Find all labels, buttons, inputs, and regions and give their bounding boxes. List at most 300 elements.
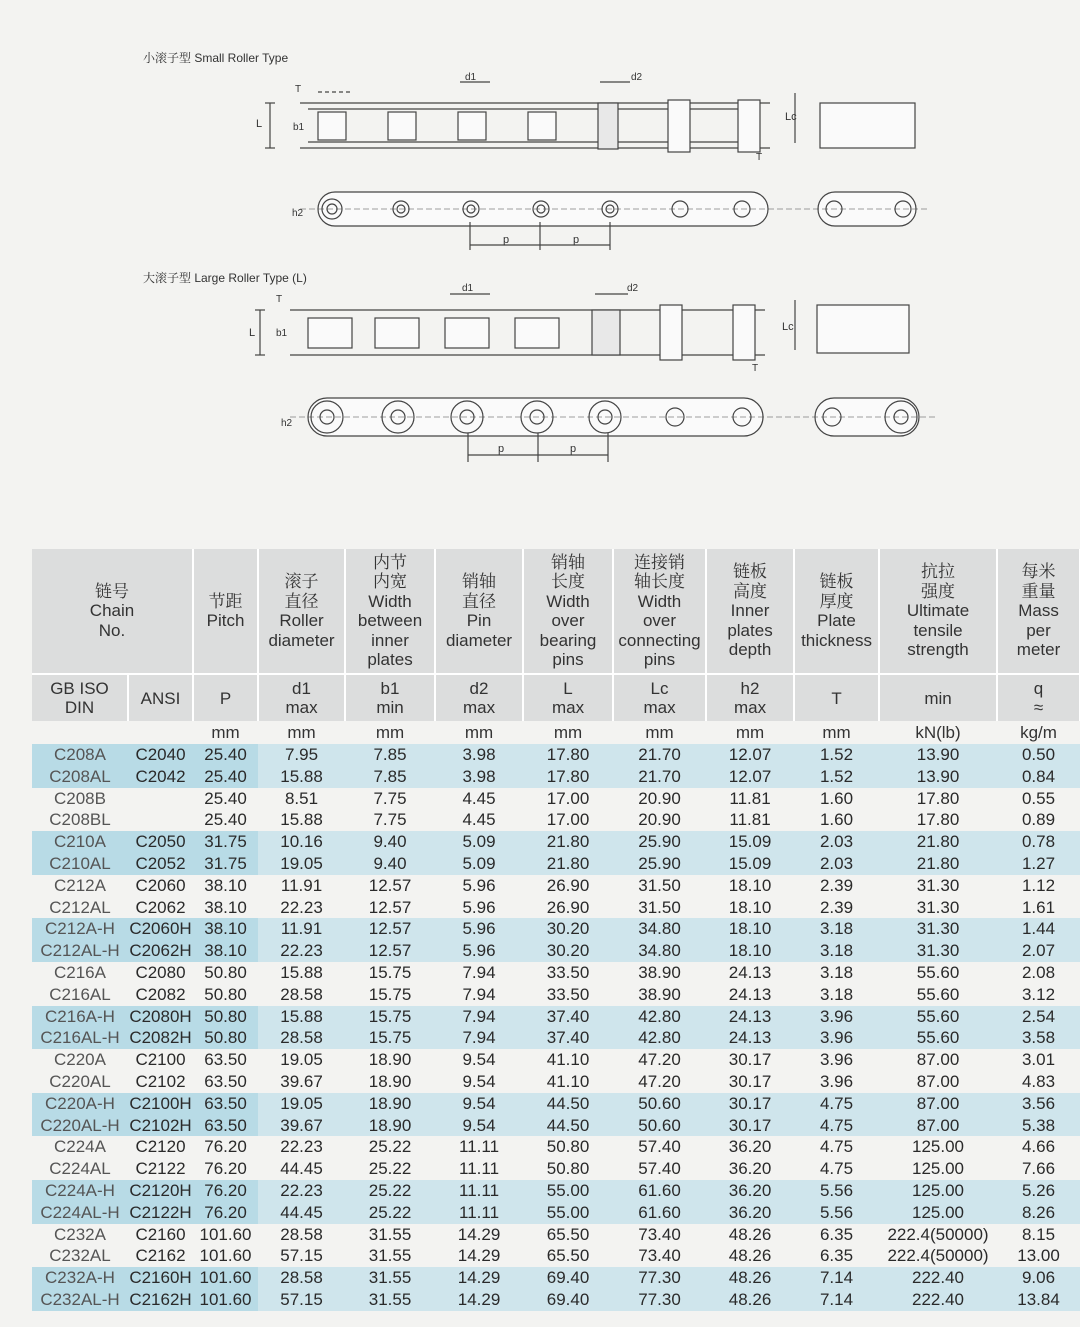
value-cell: 15.75 <box>345 1027 435 1049</box>
value-cell: 9.54 <box>435 1071 523 1093</box>
header-row-symbols <box>32 674 1080 721</box>
value-cell: 57.15 <box>258 1289 345 1311</box>
symbol-sub: ≈ <box>1033 698 1044 717</box>
value-cell: 14.29 <box>435 1224 523 1246</box>
symbol-main: L <box>563 679 573 698</box>
value-cell: 50.60 <box>613 1115 706 1137</box>
table-row <box>32 831 1080 853</box>
symbol-main: Lc <box>650 679 669 698</box>
header-en: Pitch <box>206 611 245 630</box>
symbol-cell <box>997 674 1080 721</box>
value-cell: 222.4(50000) <box>879 1245 997 1267</box>
symbol-cell <box>345 674 435 721</box>
value-cell: 15.75 <box>345 984 435 1006</box>
value-cell: 7.14 <box>794 1267 879 1289</box>
ansi-cell: C2042 <box>128 766 193 788</box>
value-cell: 4.75 <box>794 1158 879 1180</box>
value-cell: 37.40 <box>523 1006 613 1028</box>
value-cell: 25.22 <box>345 1158 435 1180</box>
value-cell: 87.00 <box>879 1115 997 1137</box>
header-row-units <box>32 721 1080 744</box>
value-cell: 61.60 <box>613 1180 706 1202</box>
value-cell: 1.52 <box>794 744 879 766</box>
value-cell: 1.60 <box>794 788 879 810</box>
large-d1-label: d1 <box>462 283 474 294</box>
value-cell: 31.75 <box>193 853 258 875</box>
ansi-cell: C2160H <box>129 1268 192 1288</box>
value-cell: 38.90 <box>613 962 706 984</box>
symbol-sub: max <box>643 698 676 717</box>
value-cell: 50.60 <box>613 1093 706 1115</box>
value-cell: 3.58 <box>997 1027 1080 1049</box>
ansi-cell: C2062H <box>129 941 192 961</box>
value-cell: 101.60 <box>193 1289 258 1311</box>
small-d1-label: d1 <box>465 72 477 83</box>
value-cell: 87.00 <box>879 1049 997 1071</box>
value-cell: 4.75 <box>794 1136 879 1158</box>
value-cell: 36.20 <box>706 1158 794 1180</box>
value-cell: 4.75 <box>794 1093 879 1115</box>
chain-no-cell: C216A-H <box>32 1006 128 1028</box>
value-cell: 18.90 <box>345 1115 435 1137</box>
ansi-cell: C2062 <box>128 897 193 919</box>
header-cell <box>613 549 706 674</box>
value-cell: 25.22 <box>345 1180 435 1202</box>
value-cell: 24.13 <box>706 984 794 1006</box>
value-cell: 18.10 <box>706 875 794 897</box>
large-T-label: T <box>276 294 283 305</box>
header-row-main <box>32 549 1080 674</box>
value-cell: 31.55 <box>345 1245 435 1267</box>
value-cell: 65.50 <box>523 1245 613 1267</box>
table-row <box>32 766 1080 788</box>
value-cell: 8.51 <box>258 788 345 810</box>
value-cell: 20.90 <box>613 809 706 831</box>
ansi-cell: C2060 <box>128 875 193 897</box>
header-en: diameter <box>268 630 335 650</box>
value-cell: 14.29 <box>435 1267 523 1289</box>
small-p2-label: p <box>573 234 580 246</box>
value-cell: 5.96 <box>435 875 523 897</box>
value-cell: 55.00 <box>523 1202 613 1224</box>
chain-no-cell: C220A-H <box>32 1093 128 1115</box>
value-cell: 21.80 <box>523 853 613 875</box>
symbol-main: GB ISO <box>50 679 109 698</box>
header-en: between <box>357 611 423 630</box>
value-cell: 5.96 <box>435 940 523 962</box>
header-en: Width <box>637 591 682 611</box>
header-cn: 滚子 <box>284 572 319 591</box>
value-cell: 7.75 <box>345 788 435 810</box>
header-cn: 强度 <box>921 581 956 601</box>
symbol-sub: max <box>551 698 585 717</box>
large-h2-label: h2 <box>281 418 293 429</box>
chain-no-cell: C212A-H <box>32 918 128 940</box>
table-row <box>32 788 1080 810</box>
header-cn: 链号 <box>95 581 129 601</box>
value-cell: 42.80 <box>613 1006 706 1028</box>
header-en: connecting <box>618 630 701 650</box>
unit-cell: kN(lb) <box>879 721 997 744</box>
symbol-main: P <box>219 688 232 708</box>
chain-drawings <box>0 0 1080 548</box>
large-side-view <box>290 398 935 462</box>
value-cell: 25.90 <box>613 853 706 875</box>
value-cell: 3.18 <box>794 962 879 984</box>
header-cn: 链板 <box>733 562 768 582</box>
table-row <box>32 1027 1080 1049</box>
header-en: diameter <box>445 630 513 650</box>
value-cell: 15.88 <box>258 1006 345 1028</box>
value-cell: 2.08 <box>997 962 1080 984</box>
value-cell: 0.55 <box>997 788 1080 810</box>
value-cell: 101.60 <box>193 1224 258 1246</box>
header-cn: 直径 <box>462 591 497 611</box>
value-cell: 63.50 <box>193 1093 258 1115</box>
value-cell: 55.00 <box>523 1180 613 1202</box>
value-cell: 9.40 <box>345 853 435 875</box>
symbol-cell <box>193 674 258 721</box>
table-row <box>32 744 1080 766</box>
chain-no-cell: C208AL <box>32 766 128 788</box>
symbol-cell <box>32 674 128 721</box>
value-cell: 31.55 <box>345 1289 435 1311</box>
value-cell: 87.00 <box>879 1093 997 1115</box>
value-cell: 31.30 <box>879 875 997 897</box>
table-row <box>32 1049 1080 1071</box>
header-cn: 高度 <box>733 581 768 601</box>
large-top-view <box>255 294 909 360</box>
value-cell: 47.20 <box>613 1049 706 1071</box>
symbol-cell <box>435 674 523 721</box>
unit-cell <box>128 721 193 744</box>
value-cell: 50.80 <box>523 1158 613 1180</box>
value-cell: 36.20 <box>706 1180 794 1202</box>
symbol-main: d2 <box>469 679 489 698</box>
value-cell: 55.60 <box>879 1027 997 1049</box>
value-cell: 87.00 <box>879 1071 997 1093</box>
value-cell: 44.50 <box>523 1093 613 1115</box>
diagram-area <box>0 0 1080 548</box>
value-cell: 3.96 <box>794 1071 879 1093</box>
value-cell: 7.94 <box>435 962 523 984</box>
value-cell: 2.03 <box>794 853 879 875</box>
value-cell: 37.40 <box>523 1027 613 1049</box>
value-cell: 11.91 <box>258 918 345 940</box>
header-en: No. <box>98 620 126 640</box>
small-h2-label: h2 <box>292 208 304 219</box>
value-cell: 1.52 <box>794 766 879 788</box>
header-en: meter <box>1016 640 1061 660</box>
value-cell: 1.27 <box>997 853 1080 875</box>
small-d2-label: d2 <box>631 72 643 83</box>
value-cell: 14.29 <box>435 1289 523 1311</box>
value-cell: 44.45 <box>258 1202 345 1224</box>
value-cell: 31.75 <box>193 831 258 853</box>
table-row <box>32 897 1080 919</box>
value-cell: 5.09 <box>435 853 523 875</box>
value-cell: 22.23 <box>258 1136 345 1158</box>
value-cell: 3.96 <box>794 1006 879 1028</box>
value-cell: 222.40 <box>879 1289 997 1311</box>
symbol-sub: min <box>376 698 404 717</box>
large-L-label: L <box>249 327 256 339</box>
chain-no-cell: C224AL-H <box>32 1202 128 1224</box>
ansi-cell: C2050 <box>128 831 193 853</box>
value-cell: 18.10 <box>706 897 794 919</box>
ansi-cell: C2080 <box>128 962 193 984</box>
value-cell: 11.11 <box>435 1202 523 1224</box>
value-cell: 15.88 <box>258 809 345 831</box>
unit-cell: mm <box>345 721 435 744</box>
value-cell: 5.38 <box>997 1115 1080 1137</box>
value-cell: 38.90 <box>613 984 706 1006</box>
header-cn: 重量 <box>1021 581 1056 601</box>
ansi-cell: C2162H <box>129 1289 192 1309</box>
symbol-main: q <box>1033 679 1044 698</box>
header-en: inner <box>371 630 409 650</box>
value-cell: 48.26 <box>706 1267 794 1289</box>
header-cell <box>794 549 879 674</box>
header-cn: 销轴 <box>551 552 586 572</box>
value-cell: 55.60 <box>879 1006 997 1028</box>
ansi-cell: C2162 <box>128 1245 193 1267</box>
header-cn: 节距 <box>208 591 243 611</box>
header-en: plates <box>727 620 773 640</box>
small-b1-label: b1 <box>293 122 305 133</box>
small-top-view <box>265 82 915 152</box>
value-cell: 11.11 <box>435 1136 523 1158</box>
value-cell: 22.23 <box>258 1180 345 1202</box>
value-cell: 31.30 <box>879 940 997 962</box>
value-cell: 77.30 <box>613 1267 706 1289</box>
value-cell: 15.75 <box>345 962 435 984</box>
symbol-main: d1 <box>292 679 311 698</box>
value-cell: 30.17 <box>706 1093 794 1115</box>
value-cell: 50.80 <box>193 1027 258 1049</box>
value-cell: 38.10 <box>193 940 258 962</box>
value-cell: 12.57 <box>345 940 435 962</box>
value-cell: 3.96 <box>794 1027 879 1049</box>
chain-no-cell: C212A <box>32 875 128 897</box>
symbol-cell <box>128 674 193 721</box>
value-cell: 36.20 <box>706 1136 794 1158</box>
value-cell: 25.40 <box>193 744 258 766</box>
value-cell: 2.07 <box>997 940 1080 962</box>
value-cell: 0.50 <box>997 744 1080 766</box>
chain-no-cell: C232A-H <box>32 1267 128 1289</box>
value-cell: 12.57 <box>345 897 435 919</box>
value-cell: 25.22 <box>345 1202 435 1224</box>
value-cell: 13.84 <box>997 1289 1080 1311</box>
ansi-cell: C2060H <box>129 919 192 939</box>
header-cell <box>879 549 997 674</box>
value-cell: 4.83 <box>997 1071 1080 1093</box>
chain-no-cell: C224A-H <box>32 1180 128 1202</box>
value-cell: 30.17 <box>706 1071 794 1093</box>
symbol-main: ANSI <box>140 688 181 708</box>
spec-table <box>32 549 1080 1311</box>
value-cell: 9.54 <box>435 1115 523 1137</box>
table-row <box>32 1267 1080 1289</box>
value-cell: 2.03 <box>794 831 879 853</box>
value-cell: 1.60 <box>794 809 879 831</box>
value-cell: 57.40 <box>613 1136 706 1158</box>
value-cell: 5.96 <box>435 918 523 940</box>
table-row <box>32 962 1080 984</box>
value-cell: 5.56 <box>794 1202 879 1224</box>
ansi-cell: C2120H <box>129 1180 192 1200</box>
value-cell: 76.20 <box>193 1136 258 1158</box>
value-cell: 24.13 <box>706 1006 794 1028</box>
ansi-cell: C2082 <box>128 984 193 1006</box>
large-Lc-label: Lc <box>782 321 794 333</box>
symbol-cell <box>706 674 794 721</box>
symbol-sub: max <box>733 698 767 717</box>
chain-no-cell: C212AL <box>32 897 128 919</box>
header-cn: 抗拉 <box>921 562 956 582</box>
value-cell: 69.40 <box>523 1267 613 1289</box>
value-cell: 4.66 <box>997 1136 1080 1158</box>
value-cell: 0.84 <box>997 766 1080 788</box>
header-en: Width <box>368 591 412 611</box>
value-cell: 125.00 <box>879 1202 997 1224</box>
large-b1-label: b1 <box>276 328 288 339</box>
header-en: Pin <box>466 611 492 630</box>
table-row <box>32 1180 1080 1202</box>
value-cell: 1.44 <box>997 918 1080 940</box>
value-cell: 73.40 <box>613 1224 706 1246</box>
table-row <box>32 984 1080 1006</box>
table-row <box>32 1289 1080 1311</box>
chain-no-cell: C232AL <box>32 1245 128 1267</box>
header-en: depth <box>728 640 772 660</box>
ansi-cell: C2082H <box>129 1028 192 1048</box>
value-cell: 6.35 <box>794 1245 879 1267</box>
header-cell <box>258 549 345 674</box>
value-cell: 11.81 <box>706 788 794 810</box>
value-cell: 30.20 <box>523 940 613 962</box>
table-row <box>32 1224 1080 1246</box>
value-cell: 39.67 <box>258 1071 345 1093</box>
value-cell: 18.90 <box>345 1071 435 1093</box>
value-cell: 28.58 <box>258 984 345 1006</box>
chain-no-cell: C220AL-H <box>32 1115 128 1137</box>
value-cell: 7.75 <box>345 809 435 831</box>
value-cell: 3.56 <box>997 1093 1080 1115</box>
value-cell: 28.58 <box>258 1027 345 1049</box>
value-cell: 36.20 <box>706 1202 794 1224</box>
value-cell: 0.89 <box>997 809 1080 831</box>
value-cell: 9.06 <box>997 1267 1080 1289</box>
value-cell: 12.07 <box>706 766 794 788</box>
table-row <box>32 809 1080 831</box>
header-cn: 长度 <box>551 572 586 591</box>
ansi-cell: C2120 <box>128 1136 193 1158</box>
value-cell: 14.29 <box>435 1245 523 1267</box>
value-cell: 9.40 <box>345 831 435 853</box>
value-cell: 28.58 <box>258 1267 345 1289</box>
value-cell: 30.17 <box>706 1049 794 1071</box>
chain-no-cell: C210A <box>32 831 128 853</box>
chain-no-cell: C208B <box>32 788 128 810</box>
value-cell: 50.80 <box>193 962 258 984</box>
value-cell: 1.12 <box>997 875 1080 897</box>
value-cell: 3.96 <box>794 1049 879 1071</box>
header-en: Width <box>546 591 590 611</box>
ansi-cell <box>128 809 193 831</box>
value-cell: 5.56 <box>794 1180 879 1202</box>
value-cell: 7.95 <box>258 744 345 766</box>
value-cell: 125.00 <box>879 1136 997 1158</box>
ansi-cell: C2100 <box>128 1049 193 1071</box>
value-cell: 19.05 <box>258 853 345 875</box>
value-cell: 21.80 <box>879 853 997 875</box>
value-cell: 17.80 <box>879 809 997 831</box>
ansi-cell: C2122H <box>129 1202 192 1222</box>
symbol-cell <box>879 674 997 721</box>
chain-no-cell: C220A <box>32 1049 128 1071</box>
symbol-sub: max <box>462 698 496 717</box>
value-cell: 125.00 <box>879 1158 997 1180</box>
header-cell <box>435 549 523 674</box>
value-cell: 19.05 <box>258 1093 345 1115</box>
chain-no-cell: C224AL <box>32 1158 128 1180</box>
symbol-sub: DIN <box>64 698 95 717</box>
value-cell: 15.88 <box>258 962 345 984</box>
value-cell: 18.10 <box>706 940 794 962</box>
value-cell: 21.70 <box>613 744 706 766</box>
value-cell: 33.50 <box>523 984 613 1006</box>
header-cn: 内节 <box>373 552 408 572</box>
header-cn: 销轴 <box>462 572 497 591</box>
ansi-cell: C2160 <box>128 1224 193 1246</box>
value-cell: 38.10 <box>193 875 258 897</box>
value-cell: 41.10 <box>523 1071 613 1093</box>
value-cell: 11.11 <box>435 1158 523 1180</box>
value-cell: 12.07 <box>706 744 794 766</box>
symbol-main: min <box>924 688 952 708</box>
value-cell: 7.94 <box>435 984 523 1006</box>
table-row <box>32 1093 1080 1115</box>
ansi-cell <box>128 788 193 810</box>
value-cell: 50.80 <box>523 1136 613 1158</box>
value-cell: 47.20 <box>613 1071 706 1093</box>
unit-cell: mm <box>193 721 258 744</box>
table-row <box>32 1115 1080 1137</box>
value-cell: 73.40 <box>613 1245 706 1267</box>
value-cell: 125.00 <box>879 1180 997 1202</box>
symbol-cell <box>523 674 613 721</box>
value-cell: 13.90 <box>879 766 997 788</box>
table-row <box>32 940 1080 962</box>
value-cell: 39.67 <box>258 1115 345 1137</box>
symbol-cell <box>794 674 879 721</box>
large-T2-label: T <box>752 363 759 374</box>
value-cell: 15.88 <box>258 766 345 788</box>
symbol-cell <box>613 674 706 721</box>
small-T-label: T <box>295 84 302 95</box>
value-cell: 76.20 <box>193 1180 258 1202</box>
chain-no-cell: C212AL-H <box>32 940 128 962</box>
value-cell: 21.70 <box>613 766 706 788</box>
header-en: over <box>551 611 585 630</box>
value-cell: 18.10 <box>706 918 794 940</box>
value-cell: 22.23 <box>258 940 345 962</box>
header-en: strength <box>907 640 969 660</box>
header-en: Inner <box>730 601 770 621</box>
table-row <box>32 1006 1080 1028</box>
